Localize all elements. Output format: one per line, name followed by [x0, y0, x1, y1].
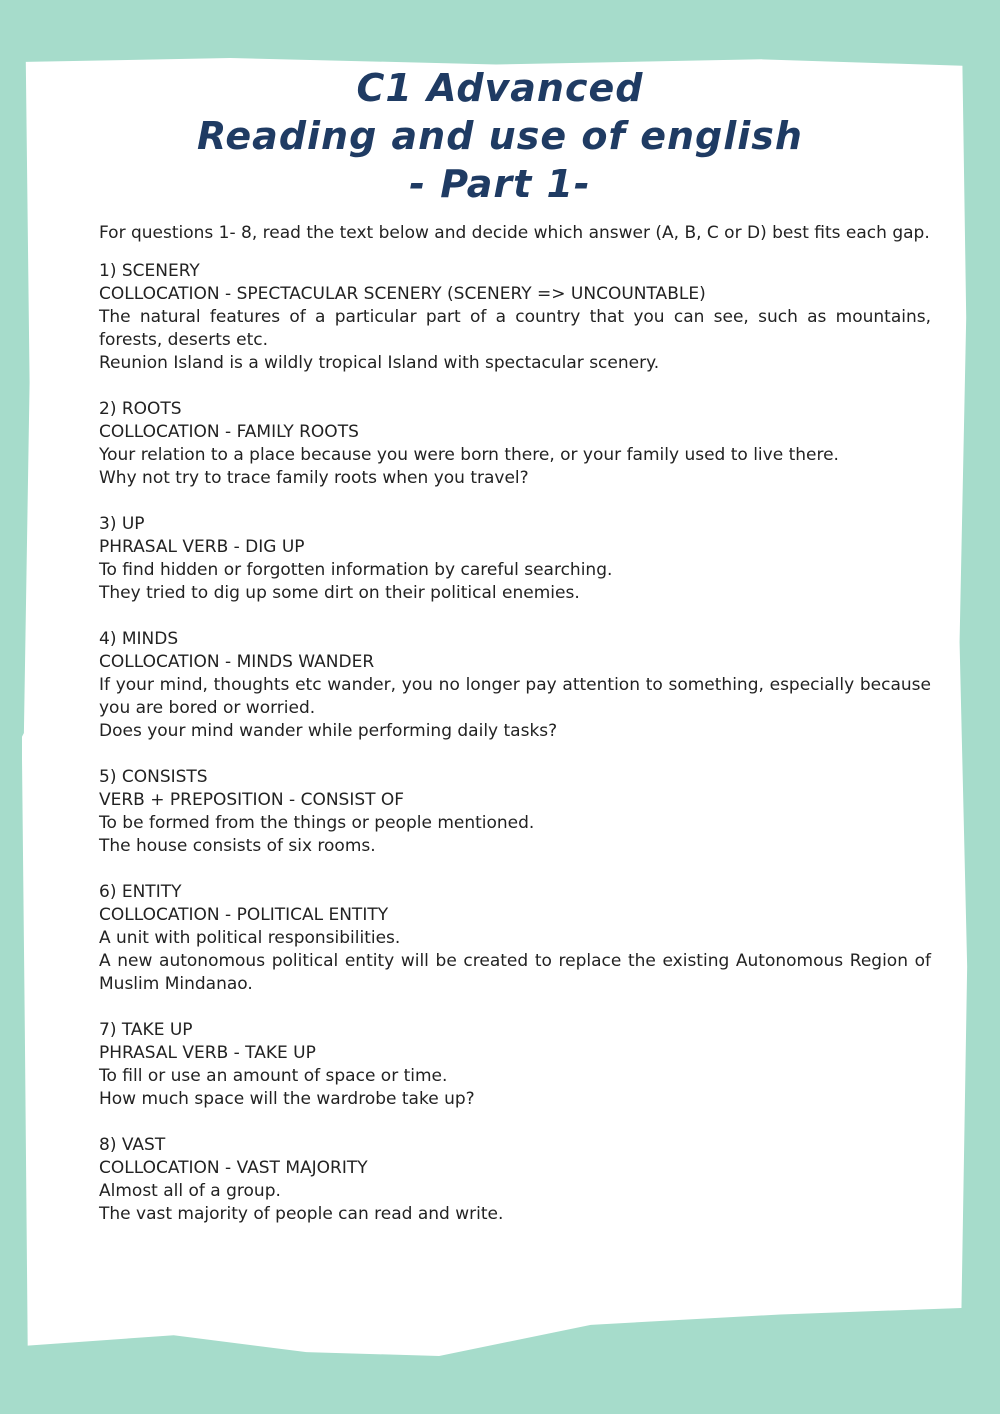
entry-example: The vast majority of people can read and write.: [99, 1204, 504, 1224]
answer-entry-1: [99, 260, 931, 375]
worksheet-content: [99, 220, 931, 1249]
answer-entry-8: [99, 1134, 931, 1226]
entry-example: Reunion Island is a wildly tropical Island with spectacular scenery.: [99, 353, 660, 373]
entry-example: Does your mind wander while performing daily tasks?: [99, 721, 558, 741]
answer-entry-3: [99, 513, 931, 605]
entry-definition: Almost all of a group.: [99, 1181, 281, 1201]
answer-entry-5: [99, 766, 931, 858]
entry-definition: To be formed from the things or people mentioned.: [99, 813, 535, 833]
answer-entry-7: [99, 1019, 931, 1111]
entry-heading: 5) CONSISTS: [99, 767, 208, 787]
instructions: For questions 1- 8, read the text below and decide which answer (A, B, C or D) best fits each gap.: [99, 223, 930, 243]
entry-type: COLLOCATION - SPECTACULAR SCENERY (SCENERY => UNCOUNTABLE): [99, 284, 706, 304]
title-line-1: C1 Advanced: [356, 66, 644, 110]
entry-heading: 7) TAKE UP: [99, 1020, 193, 1040]
entry-definition: The natural features of a particular part of a country that you can see, such as mountains, forests, deserts etc.: [99, 307, 931, 350]
entry-type: VERB + PREPOSITION - CONSIST OF: [99, 790, 405, 810]
title-line-3: - Part 1-: [409, 162, 591, 206]
entry-example: The house consists of six rooms.: [99, 836, 376, 856]
entry-definition: Your relation to a place because you were born there, or your family used to live there.: [99, 445, 839, 465]
entry-type: COLLOCATION - POLITICAL ENTITY: [99, 905, 389, 925]
page-title: [0, 64, 1000, 208]
entry-heading: 8) VAST: [99, 1135, 166, 1155]
entry-heading: 1) SCENERY: [99, 261, 200, 281]
entry-heading: 3) UP: [99, 514, 145, 534]
entry-type: PHRASAL VERB - DIG UP: [99, 537, 305, 557]
entry-type: COLLOCATION - MINDS WANDER: [99, 652, 375, 672]
answer-entry-4: [99, 628, 931, 743]
answer-entry-2: [99, 398, 931, 490]
entry-example: A new autonomous political entity will be created to replace the existing Autonomous Region of Muslim Mindanao.: [99, 951, 931, 994]
entry-heading: 6) ENTITY: [99, 882, 182, 902]
entry-definition: A unit with political responsibilities.: [99, 928, 401, 948]
title-line-2: Reading and use of english: [197, 114, 803, 158]
answer-entry-6: [99, 881, 931, 996]
entry-definition: To fill or use an amount of space or time.: [99, 1066, 448, 1086]
entry-definition: To find hidden or forgotten information by careful searching.: [99, 560, 613, 580]
entry-type: PHRASAL VERB - TAKE UP: [99, 1043, 316, 1063]
entry-type: COLLOCATION - FAMILY ROOTS: [99, 422, 359, 442]
entry-example: They tried to dig up some dirt on their political enemies.: [99, 583, 580, 603]
entry-type: COLLOCATION - VAST MAJORITY: [99, 1158, 368, 1178]
entry-heading: 4) MINDS: [99, 629, 179, 649]
entry-heading: 2) ROOTS: [99, 399, 182, 419]
entry-definition: If your mind, thoughts etc wander, you no longer pay attention to something, especially because you are bored or worried.: [99, 675, 931, 718]
entry-example: How much space will the wardrobe take up?: [99, 1089, 475, 1109]
entry-example: Why not try to trace family roots when you travel?: [99, 468, 529, 488]
